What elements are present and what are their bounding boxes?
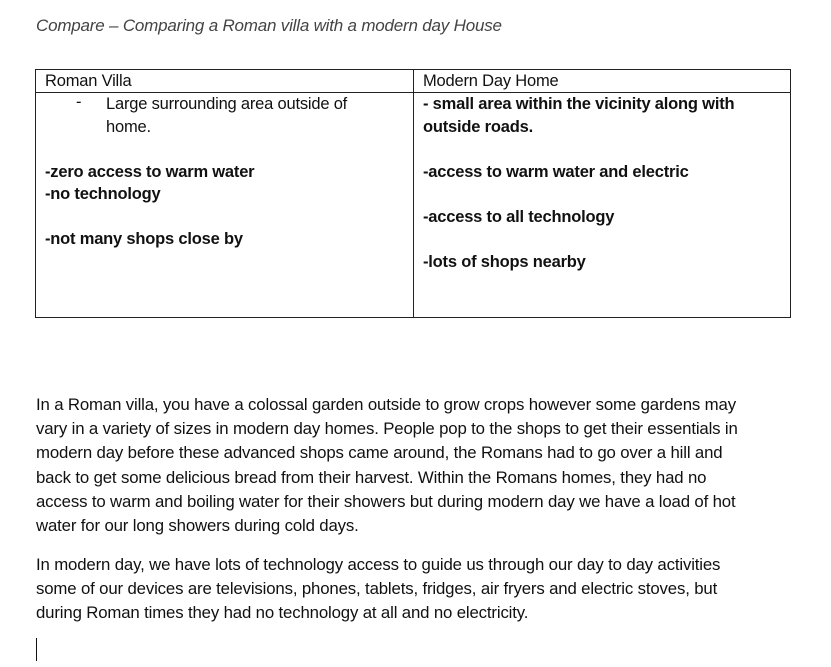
modern-home-cell <box>414 93 791 318</box>
header-modern-day-home: Modern Day Home <box>414 70 791 93</box>
text-line: access to warm and boiling water for their showers but during modern day we have a load of hot <box>36 491 736 511</box>
bullet-line: Large surrounding area outside of <box>106 95 348 113</box>
modern-line: - small area within the vicinity along with <box>423 95 735 113</box>
bullet-line: home. <box>106 117 151 136</box>
bullet-item <box>45 93 404 138</box>
roman-item: -zero access to warm water <box>45 162 255 181</box>
header-roman-villa: Roman Villa <box>36 70 414 93</box>
table-row <box>36 93 791 318</box>
roman-item: -no technology <box>45 185 161 203</box>
modern-item: -access to all technology <box>423 207 615 226</box>
comparison-table <box>35 69 791 318</box>
roman-villa-cell <box>36 93 414 318</box>
text-line: some of our devices are televisions, phones, tablets, fridges, air fryers and electric stoves, but <box>36 578 718 598</box>
text-line: water for our long showers during cold days. <box>36 516 359 536</box>
bullet-dash: - <box>76 93 82 111</box>
modern-line: outside roads. <box>423 117 533 136</box>
text-line: In modern day, we have lots of technology access to guide us through our day to day activities <box>36 554 721 574</box>
text-line: during Roman times they had no technology at all and no electricity. <box>36 603 529 623</box>
modern-item: -lots of shops nearby <box>423 252 586 271</box>
text-cursor <box>36 638 37 661</box>
text-line: vary in a variety of sizes in modern day homes. People pop to the shops to get their essentials in <box>36 419 738 439</box>
paragraph <box>36 393 806 538</box>
document-heading: Compare – Comparing a Roman villa with a modern day House <box>36 16 502 35</box>
text-line: In a Roman villa, you have a colossal garden outside to grow crops however some gardens may <box>36 395 736 414</box>
text-line: modern day before these advanced shops came around, the Romans had to go over a hill and <box>36 443 723 463</box>
paragraph <box>36 553 806 626</box>
modern-item: -access to warm water and electric <box>423 162 689 181</box>
table-header-row <box>36 70 791 93</box>
text-line: back to get some delicious bread from their harvest. Within the Romans homes, they had no <box>36 467 707 487</box>
roman-item: -not many shops close by <box>45 230 243 248</box>
document-body[interactable] <box>36 393 806 640</box>
